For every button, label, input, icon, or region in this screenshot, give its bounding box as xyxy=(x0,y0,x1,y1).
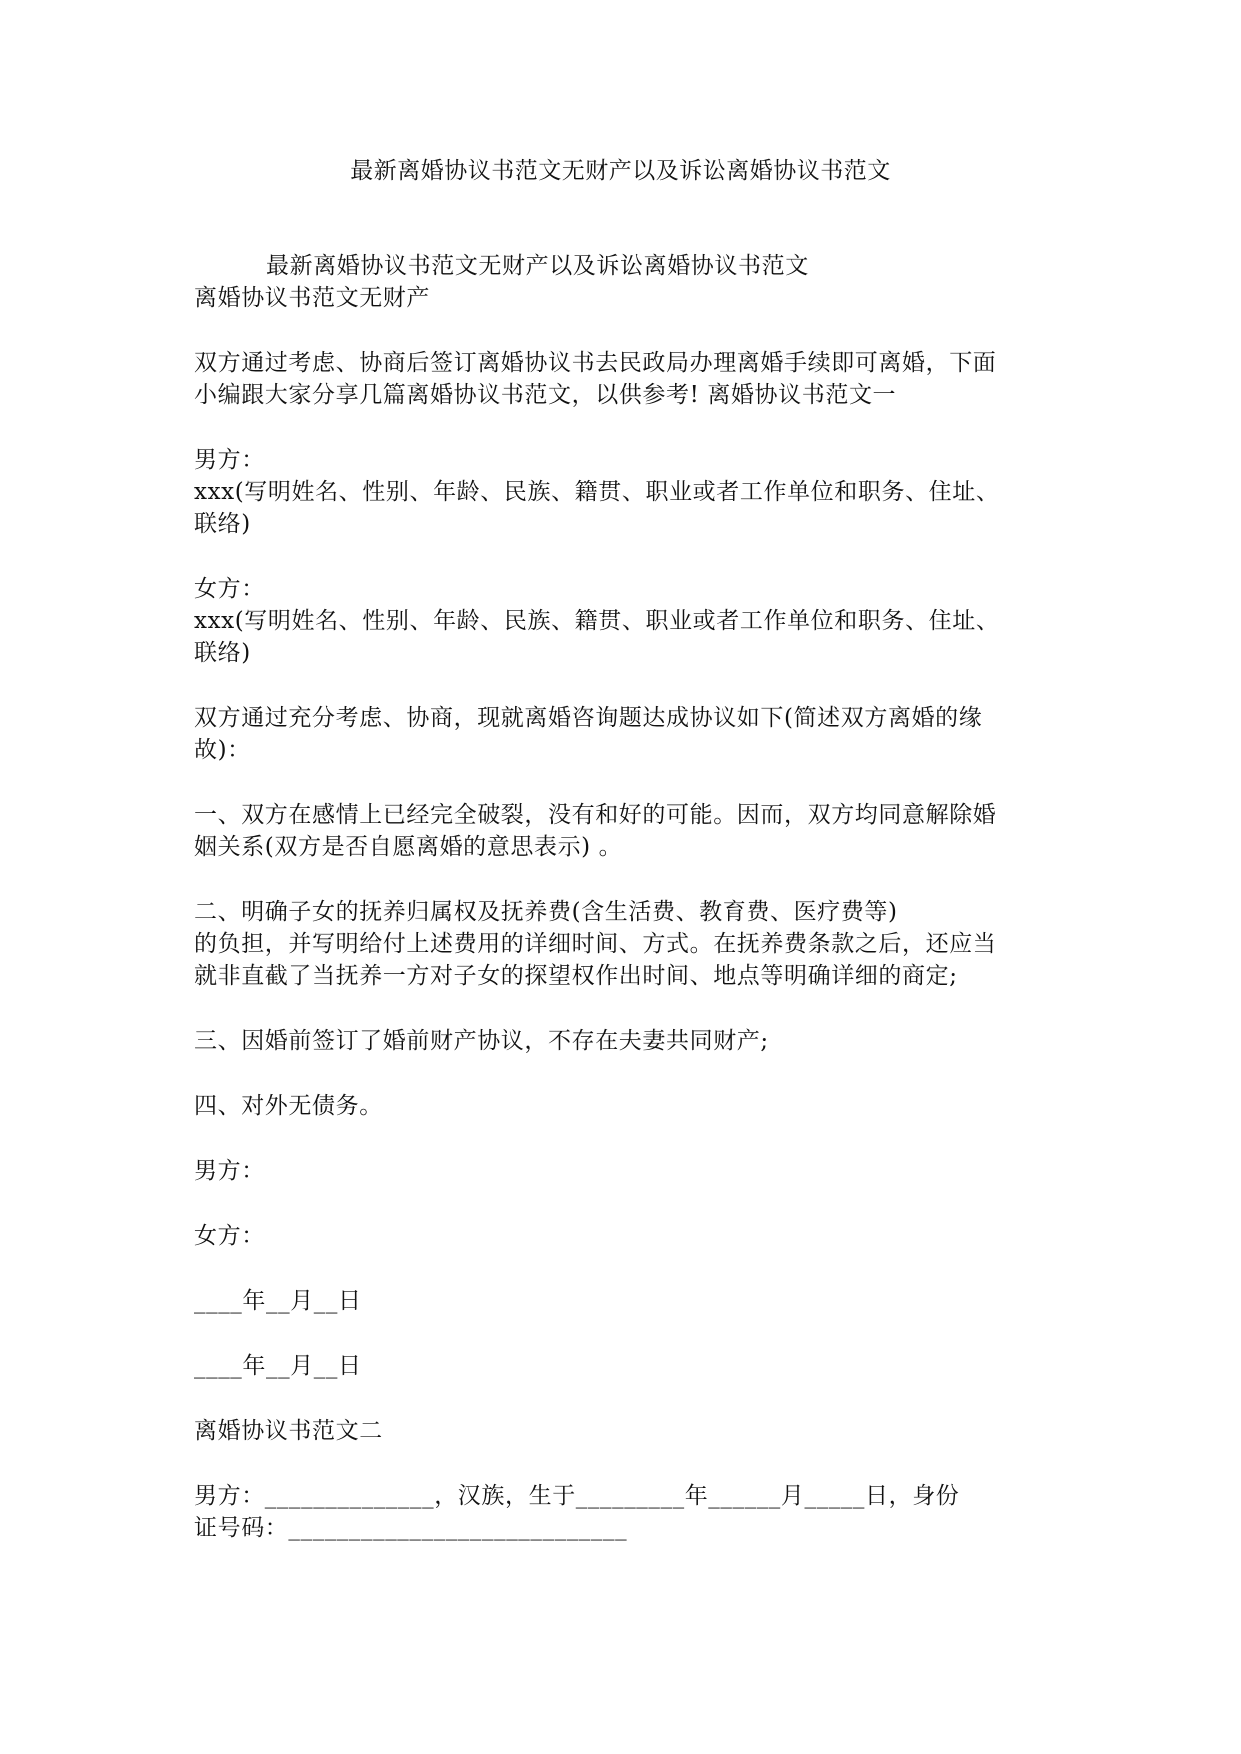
sample-2-male-line: 证号码：____________________________ xyxy=(194,1515,628,1541)
male-description-line: xxx(写明姓名、性别、年龄、民族、籍贯、职业或者工作单位和职务、住址、 xyxy=(194,479,1000,505)
sample-2-heading: 离婚协议书范文二 xyxy=(194,1418,383,1444)
clause-1 xyxy=(194,799,1050,863)
date-line: ____年__月__日 xyxy=(194,1288,362,1314)
sample-2-male-block xyxy=(194,1480,1050,1544)
female-label: 女方： xyxy=(194,576,265,602)
clause-line: 二、明确子女的抚养归属权及抚养费(含生活费、教育费、医疗费等) xyxy=(194,899,898,925)
date-line: ____年__月__日 xyxy=(194,1353,362,1379)
male-party-block xyxy=(194,444,1050,540)
clause-line: 一、双方在感情上已经完全破裂，没有和好的可能。因而，双方均同意解除婚 xyxy=(194,802,997,828)
document-title: 最新离婚协议书范文无财产以及诉讼离婚协议书范文 xyxy=(350,158,891,184)
document-body xyxy=(194,250,1050,1544)
female-party-block xyxy=(194,573,1050,669)
agreement-intro-paragraph xyxy=(194,702,1050,766)
female-description-line: xxx(写明姓名、性别、年龄、民族、籍贯、职业或者工作单位和职务、住址、 xyxy=(194,608,1000,634)
subtitle: 最新离婚协议书范文无财产以及诉讼离婚协议书范文 xyxy=(266,253,809,279)
clause-line: 的负担，并写明给付上述费用的详细时间、方式。在抚养费条款之后，还应当 xyxy=(194,931,997,957)
intro-paragraph xyxy=(194,347,1050,411)
agreement-intro-line: 故)： xyxy=(194,737,251,763)
signature-male: 男方： xyxy=(194,1158,265,1184)
clause-line: 姻关系(双方是否自愿离婚的意思表示) 。 xyxy=(194,834,623,860)
section-heading: 离婚协议书范文无财产 xyxy=(194,285,430,311)
female-description-line: 联络) xyxy=(194,640,251,666)
clause-4: 四、对外无债务。 xyxy=(194,1093,383,1119)
male-description-line: 联络) xyxy=(194,511,251,537)
clause-line: 就非直截了当抚养一方对子女的探望权作出时间、地点等明确详细的商定; xyxy=(194,963,958,989)
sample-2-male-line: 男方：______________，汉族，生于_________年______月_____日，身份 xyxy=(194,1483,960,1509)
agreement-intro-line: 双方通过充分考虑、协商，现就离婚咨询题达成协议如下(简述双方离婚的缘 xyxy=(194,705,983,731)
signature-female: 女方： xyxy=(194,1223,265,1249)
intro-line: 小编跟大家分享几篇离婚协议书范文，以供参考! 离婚协议书范文一 xyxy=(194,382,897,408)
intro-line: 双方通过考虑、协商后签订离婚协议书去民政局办理离婚手续即可离婚，下面 xyxy=(194,350,997,376)
clause-3: 三、因婚前签订了婚前财产协议，不存在夫妻共同财产; xyxy=(194,1028,769,1054)
clause-2 xyxy=(194,896,1050,992)
male-label: 男方： xyxy=(194,447,265,473)
